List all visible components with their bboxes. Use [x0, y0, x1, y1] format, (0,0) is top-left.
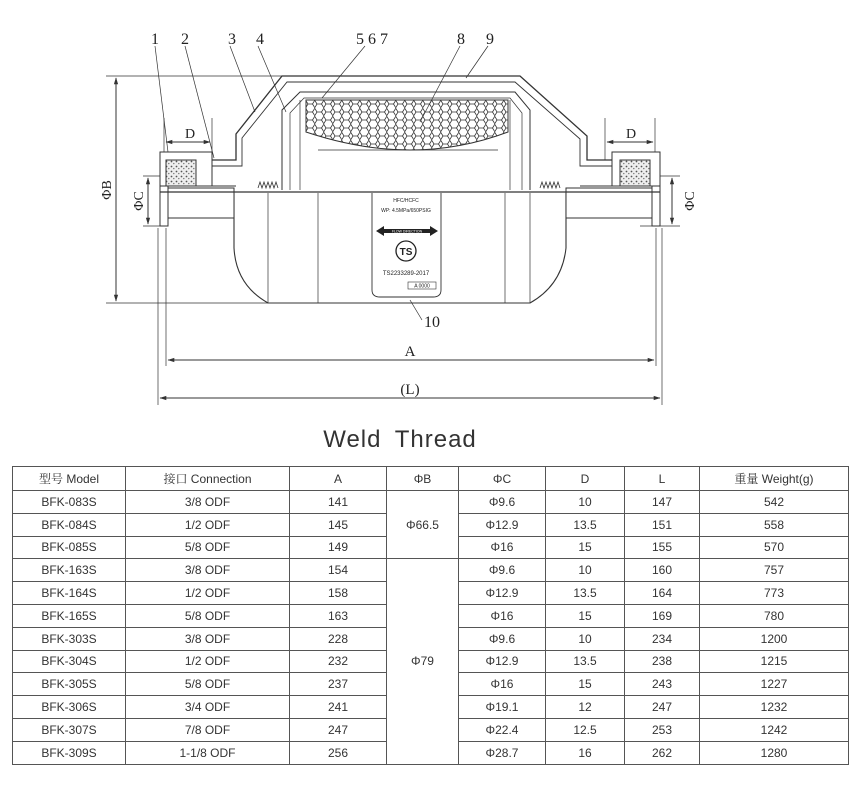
ts-logo-text: TS	[399, 247, 413, 258]
cell-a: 141	[290, 491, 387, 514]
cell-connection: 3/8 ODF	[126, 491, 290, 514]
part-label-2: 2	[181, 31, 189, 48]
plate-standard: TS2233289-2017	[382, 271, 430, 277]
cell-model: BFK-165S	[13, 604, 126, 627]
cell-d: 12	[546, 696, 625, 719]
cell-d: 12.5	[546, 718, 625, 741]
header-b: ΦB	[387, 467, 459, 491]
cell-connection: 1/2 ODF	[126, 650, 290, 673]
cell-l: 247	[625, 696, 700, 719]
table-row	[13, 559, 849, 582]
cell-l: 169	[625, 604, 700, 627]
cell-weight: 780	[700, 604, 849, 627]
cell-weight: 542	[700, 491, 849, 514]
header-c: ΦC	[459, 467, 546, 491]
cell-c: Φ9.6	[459, 627, 546, 650]
cell-a: 149	[290, 536, 387, 559]
dim-c-right-label: ΦC	[683, 191, 698, 211]
part-label-3: 3	[228, 31, 236, 48]
cell-model: BFK-083S	[13, 491, 126, 514]
header-l: L	[625, 467, 700, 491]
cell-c: Φ12.9	[459, 582, 546, 605]
cell-connection: 3/8 ODF	[126, 627, 290, 650]
cell-d: 13.5	[546, 513, 625, 536]
cell-c: Φ28.7	[459, 741, 546, 764]
cell-weight: 757	[700, 559, 849, 582]
cell-weight: 1200	[700, 627, 849, 650]
cell-weight: 773	[700, 582, 849, 605]
dim-b-label: ΦB	[100, 180, 115, 200]
part-label-8: 8	[457, 31, 465, 48]
cell-b-group: Φ66.5	[387, 491, 459, 559]
plate-code: A 0000	[414, 283, 430, 290]
cell-connection: 1/2 ODF	[126, 513, 290, 536]
cell-a: 145	[290, 513, 387, 536]
header-connection: 接口 Connection	[126, 467, 290, 491]
cell-d: 15	[546, 604, 625, 627]
header-d: D	[546, 467, 625, 491]
cell-connection: 1/2 ODF	[126, 582, 290, 605]
cell-d: 15	[546, 536, 625, 559]
cell-d: 13.5	[546, 582, 625, 605]
cell-c: Φ16	[459, 604, 546, 627]
cell-weight: 1232	[700, 696, 849, 719]
cell-model: BFK-309S	[13, 741, 126, 764]
cell-connection: 5/8 ODF	[126, 673, 290, 696]
cell-l: 238	[625, 650, 700, 673]
cell-a: 228	[290, 627, 387, 650]
cell-c: Φ19.1	[459, 696, 546, 719]
cell-l: 147	[625, 491, 700, 514]
table-row	[13, 491, 849, 514]
cell-d: 15	[546, 673, 625, 696]
cell-weight: 1280	[700, 741, 849, 764]
cell-a: 241	[290, 696, 387, 719]
cell-d: 16	[546, 741, 625, 764]
dim-c-left-label: ΦC	[132, 191, 147, 211]
cell-a: 237	[290, 673, 387, 696]
cell-connection: 5/8 ODF	[126, 536, 290, 559]
part-label-1: 1	[151, 31, 159, 48]
cell-a: 232	[290, 650, 387, 673]
cell-c: Φ16	[459, 673, 546, 696]
header-model: 型号 Model	[13, 467, 126, 491]
cell-l: 243	[625, 673, 700, 696]
cell-model: BFK-164S	[13, 582, 126, 605]
nameplate	[372, 193, 441, 297]
cell-weight: 1227	[700, 673, 849, 696]
cell-connection: 5/8 ODF	[126, 604, 290, 627]
cell-connection: 3/4 ODF	[126, 696, 290, 719]
cell-model: BFK-163S	[13, 559, 126, 582]
cell-c: Φ9.6	[459, 559, 546, 582]
cell-model: BFK-304S	[13, 650, 126, 673]
part-label-9: 9	[486, 31, 494, 48]
plate-line2: WP: 4.5MPa/650PSIG	[381, 208, 431, 214]
cell-connection: 7/8 ODF	[126, 718, 290, 741]
cell-d: 10	[546, 627, 625, 650]
cell-l: 155	[625, 536, 700, 559]
plate-arrow-text: FLOW DIRECTION	[391, 229, 423, 234]
cell-weight: 570	[700, 536, 849, 559]
cell-c: Φ16	[459, 536, 546, 559]
cell-model: BFK-305S	[13, 673, 126, 696]
cell-a: 163	[290, 604, 387, 627]
cell-b-group: Φ79	[387, 559, 459, 764]
cell-c: Φ22.4	[459, 718, 546, 741]
dim-a-label: A	[404, 344, 416, 360]
table-title: Weld Thread	[323, 426, 477, 453]
dim-d-right-label: D	[625, 127, 637, 142]
cell-c: Φ12.9	[459, 650, 546, 673]
cell-weight: 1242	[700, 718, 849, 741]
plate-line1: HFC/HCFC	[393, 198, 419, 204]
cell-model: BFK-084S	[13, 513, 126, 536]
dim-d-left-label: D	[184, 127, 196, 142]
cell-d: 10	[546, 559, 625, 582]
cell-c: Φ9.6	[459, 491, 546, 514]
cell-l: 262	[625, 741, 700, 764]
header-a: A	[290, 467, 387, 491]
cell-l: 234	[625, 627, 700, 650]
cell-l: 160	[625, 559, 700, 582]
cell-weight: 558	[700, 513, 849, 536]
dim-l-label: (L)	[400, 382, 420, 398]
part-label-567: 5 6 7	[356, 31, 388, 48]
cell-a: 154	[290, 559, 387, 582]
spec-table	[12, 466, 849, 765]
cell-model: BFK-306S	[13, 696, 126, 719]
cell-model: BFK-303S	[13, 627, 126, 650]
cell-a: 256	[290, 741, 387, 764]
part-label-10: 10	[424, 314, 440, 331]
cell-l: 164	[625, 582, 700, 605]
cell-model: BFK-085S	[13, 536, 126, 559]
cell-connection: 1-1/8 ODF	[126, 741, 290, 764]
cell-weight: 1215	[700, 650, 849, 673]
cell-a: 158	[290, 582, 387, 605]
cell-d: 10	[546, 491, 625, 514]
cell-l: 151	[625, 513, 700, 536]
cell-d: 13.5	[546, 650, 625, 673]
part-label-4: 4	[256, 31, 264, 48]
table-header-row	[13, 467, 849, 491]
header-weight: 重量 Weight(g)	[700, 467, 849, 491]
cell-l: 253	[625, 718, 700, 741]
cell-model: BFK-307S	[13, 718, 126, 741]
cell-c: Φ12.9	[459, 513, 546, 536]
cell-a: 247	[290, 718, 387, 741]
cell-connection: 3/8 ODF	[126, 559, 290, 582]
